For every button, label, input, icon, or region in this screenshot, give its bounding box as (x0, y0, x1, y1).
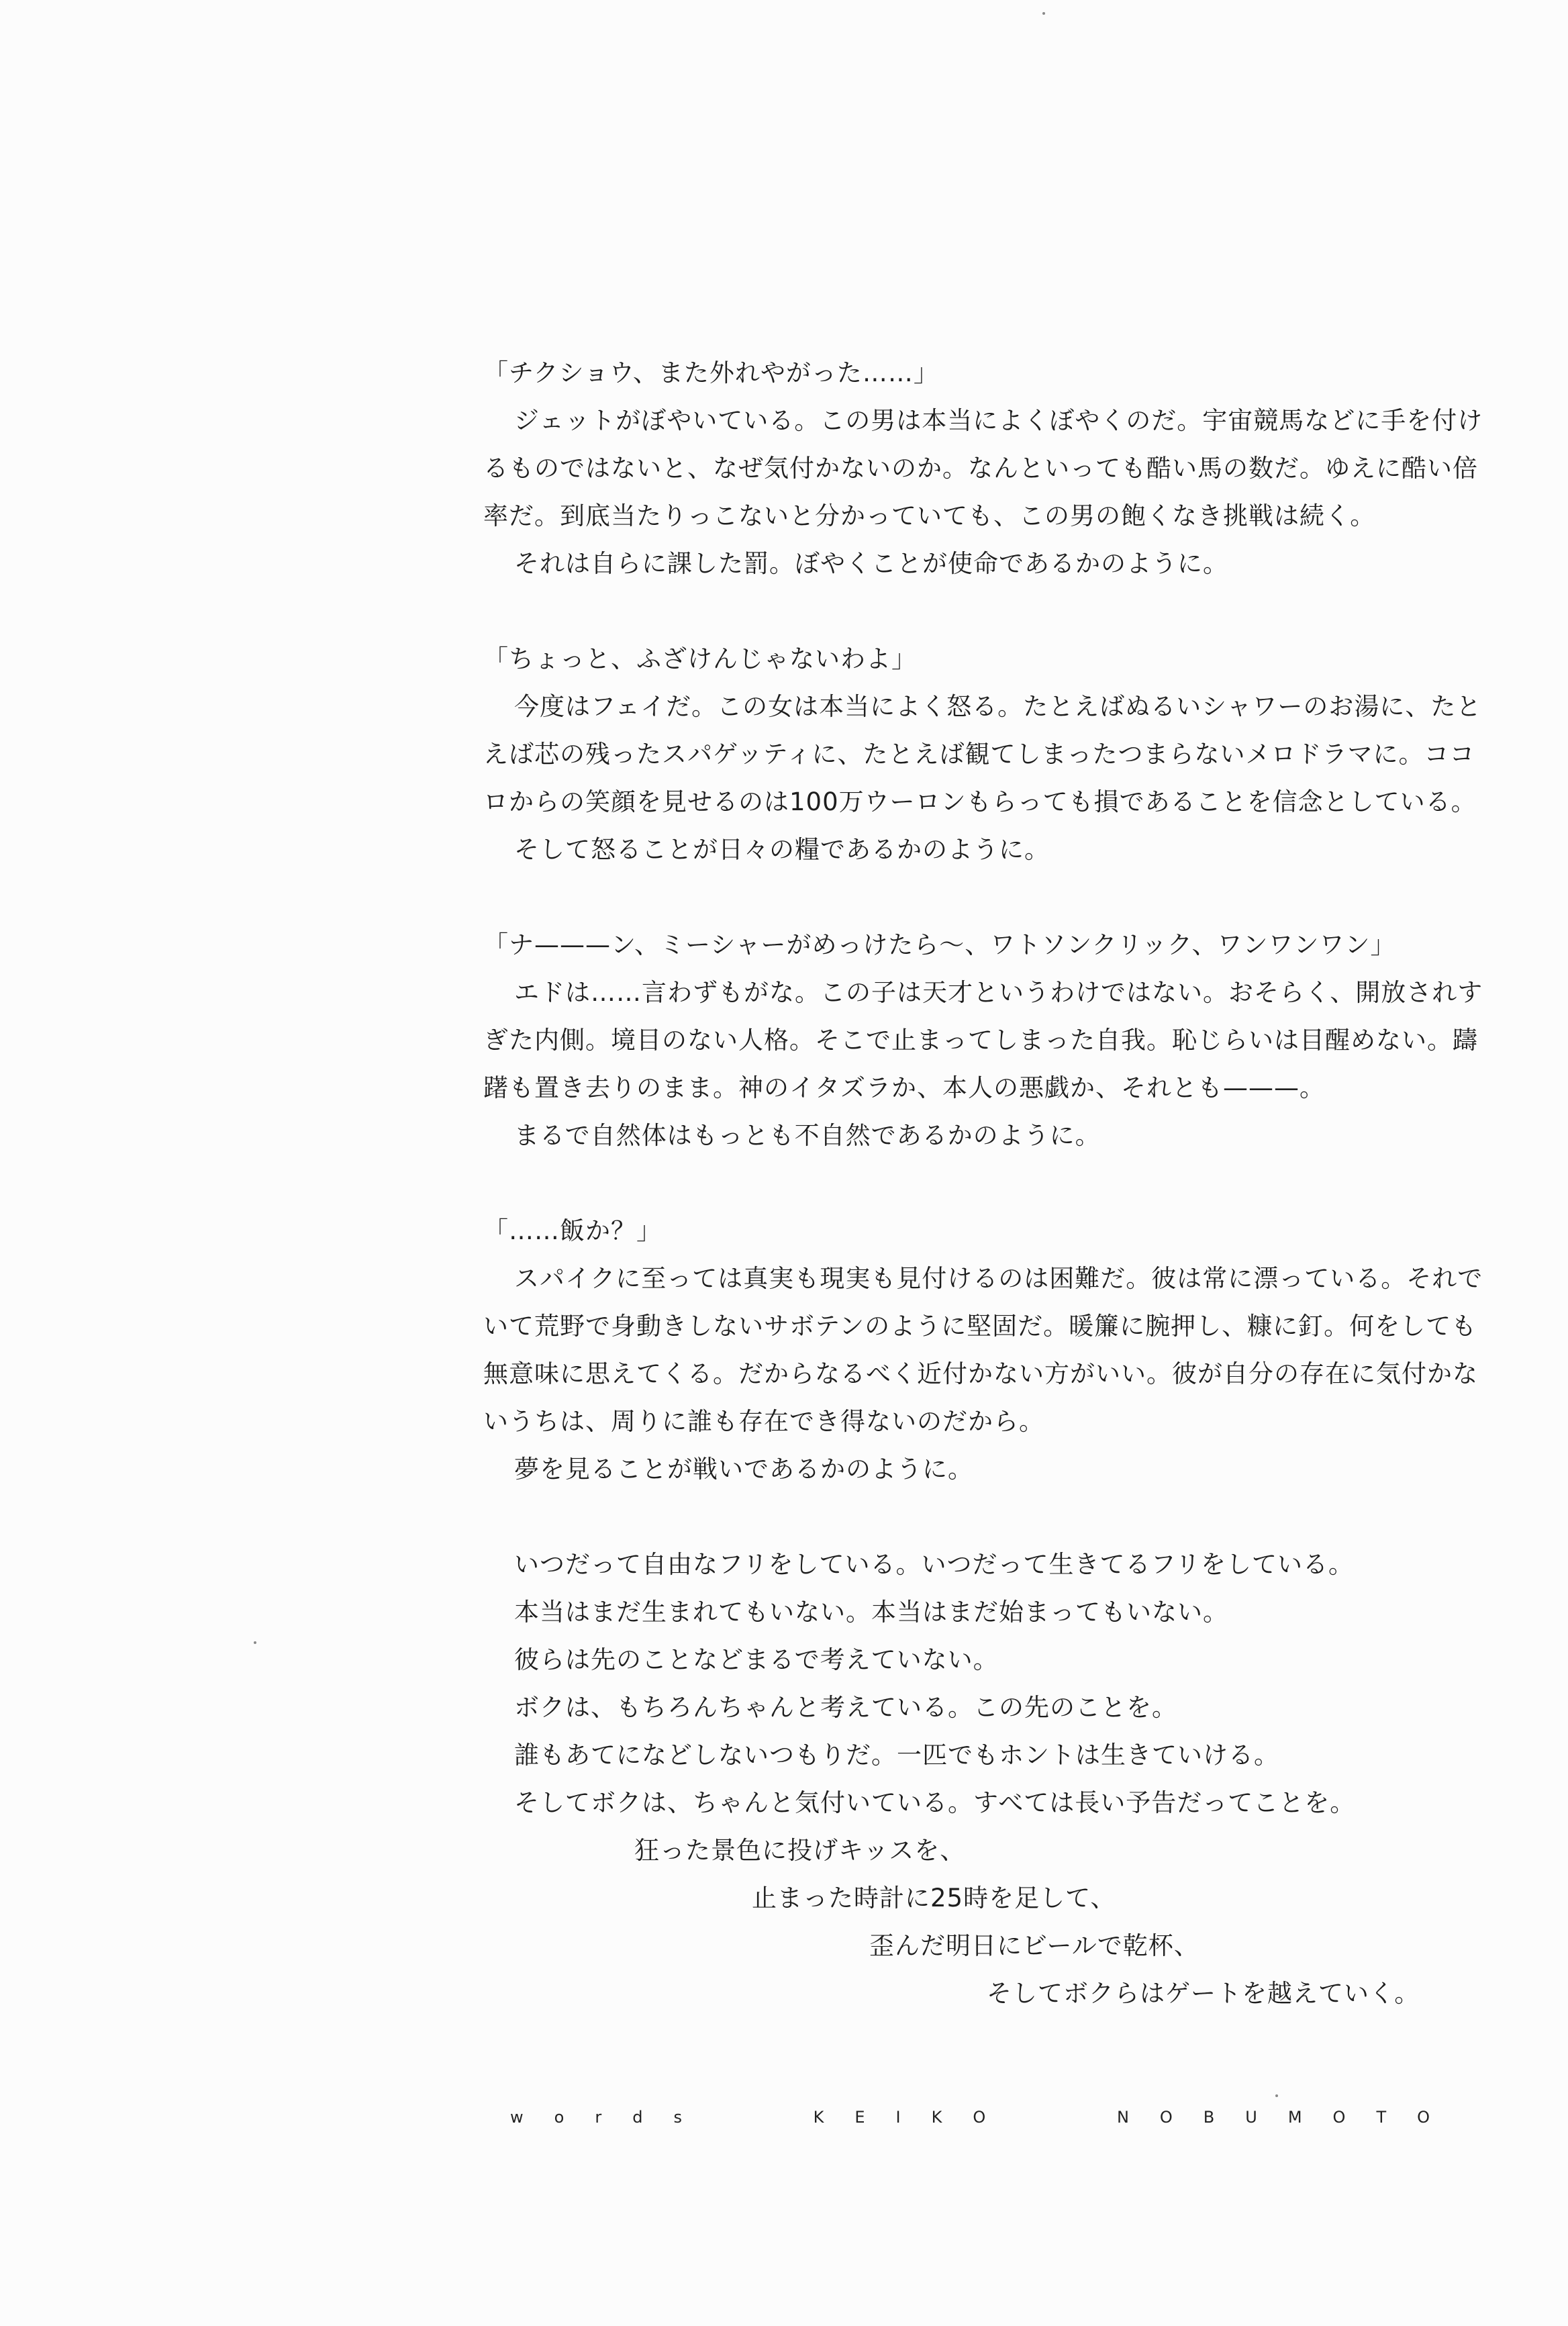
credit-letter: U (1245, 2108, 1257, 2127)
body-line: スパイクに至っては真実も現実も見付けるのは困難だ。彼は常に漂っている。それで (514, 1264, 1483, 1293)
quote-line: 「チクショウ、また外れやがった……」 (483, 358, 939, 387)
stair-line: 歪んだ明日にビールで乾杯、 (869, 1931, 1199, 1960)
credit-letter: s (673, 2108, 682, 2127)
credit-label (510, 2108, 682, 2127)
body-line: 今度はフェイだ。この女は本当によく怒る。たとえばぬるいシャワーのお湯に、たと (514, 692, 1482, 721)
paragraph-gap (483, 1159, 1423, 1207)
stair-line: 止まった時計に25時を足して、 (752, 1884, 1116, 1912)
credit-letter: B (1203, 2108, 1215, 2127)
body-line: いうちは、周りに誰も存在でき得ないのだから。 (483, 1407, 1044, 1436)
stair-block (483, 1827, 1423, 2017)
stair-line: 狂った景色に投げキッスを、 (634, 1836, 966, 1865)
body-line: 率だ。到底当たりっこないと分かっていても、この男の飽くなき挑戦は続く。 (483, 501, 1376, 530)
closing-line: 夢を見ることが戦いであるかのように。 (514, 1455, 973, 1484)
credit-letter: r (595, 2108, 602, 2127)
scan-speck (1042, 12, 1045, 15)
paragraph-gap (483, 1493, 1423, 1541)
credit-first-name (814, 2108, 986, 2127)
credit-letter: T (1376, 2108, 1387, 2127)
closing-line: それは自らに課した罰。ぼやくことが使命であるかのように。 (514, 549, 1228, 578)
credit-letter: O (1159, 2108, 1173, 2127)
credit-letter: d (632, 2108, 643, 2127)
body-line: 無意味に思えてくる。だからなるべく近付かない方がいい。彼が自分の存在に気付かな (483, 1359, 1478, 1388)
credit-letter: K (931, 2108, 942, 2127)
quote-line: 「ちょっと、ふざけんじゃないわよ」 (483, 644, 917, 673)
quote-line: 「……飯か？」 (483, 1216, 662, 1245)
credit-letter: O (1417, 2108, 1430, 2127)
body-line: ジェットがぼやいている。この男は本当によくぼやくのだ。宇宙競馬などに手を付け (514, 406, 1483, 435)
body-line: るものではないと、なぜ気付かないのか。なんといっても酷い馬の数だ。ゆえに酷い倍 (483, 454, 1478, 483)
quote-line: 「ナ———ン、ミーシャーがめっけたら〜、ワトソンクリック、ワンワンワン」 (483, 930, 1396, 959)
body-line: いて荒野で身動きしないサボテンのように堅固だ。暖簾に腕押し、糠に釘。何をしても (483, 1312, 1477, 1341)
credit-letter: I (895, 2108, 901, 2127)
poem-line: いつだって自由なフリをしている。いつだって生きてるフリをしている。 (514, 1550, 1355, 1579)
paragraph-spike (483, 1207, 1483, 1493)
credit-letter: O (1332, 2108, 1346, 2127)
paragraph-gap (483, 873, 1423, 921)
body-line: ぎた内側。境目のない人格。そこで止まってしまった自我。恥じらいは目醒めない。躊 (483, 1026, 1478, 1055)
paragraph-faye (483, 635, 1482, 873)
stair-line: そしてボクらはゲートを越えていく。 (987, 1979, 1420, 2008)
scan-speck (254, 1641, 256, 1644)
essay-text (483, 349, 1483, 2017)
credit-letter: o (554, 2108, 565, 2127)
poem-line: 本当はまだ生まれてもいない。本当はまだ始まってもいない。 (514, 1598, 1228, 1627)
body-line: えば芯の残ったスパゲッティに、たとえば観てしまったつまらないメロドラマに。ココ (483, 740, 1475, 769)
poem-block (483, 1541, 1423, 1827)
credit-line (510, 2108, 1430, 2127)
poem-line: 誰もあてになどしないつもりだ。一匹でもホントは生きていける。 (514, 1741, 1279, 1770)
body-line: 躇も置き去りのまま。神のイタズラか、本人の悪戯か、それとも———。 (483, 1073, 1325, 1102)
poem-line: そしてボクは、ちゃんと気付いている。すべては長い予告だってことを。 (514, 1788, 1356, 1817)
poem-line: 彼らは先のことなどまるで考えていない。 (514, 1645, 999, 1674)
credit-letter: M (1287, 2108, 1302, 2127)
closing-line: まるで自然体はもっとも不自然であるかのように。 (514, 1121, 1101, 1150)
credit-letter: K (813, 2108, 824, 2127)
closing-line: そして怒ることが日々の糧であるかのように。 (514, 835, 1050, 864)
scan-speck (1275, 2094, 1278, 2097)
poem-line: ボクは、もちろんちゃんと考えている。この先のことを。 (514, 1693, 1177, 1722)
paragraph-ed (483, 921, 1483, 1159)
credit-letter: N (1116, 2108, 1129, 2127)
credit-letter: E (854, 2108, 865, 2127)
credit-letter: w (510, 2108, 524, 2127)
paragraph-jet (483, 349, 1483, 587)
body-line: エドは……言わずもがな。この子は天才というわけではない。おそらく、開放されす (514, 978, 1483, 1007)
credit-letter: O (973, 2108, 986, 2127)
paragraph-gap (483, 587, 1423, 635)
credit-last-name (1117, 2108, 1430, 2127)
body-line: ロからの笑顔を見せるのは100万ウーロンもらっても損であることを信念としている。 (483, 787, 1477, 816)
